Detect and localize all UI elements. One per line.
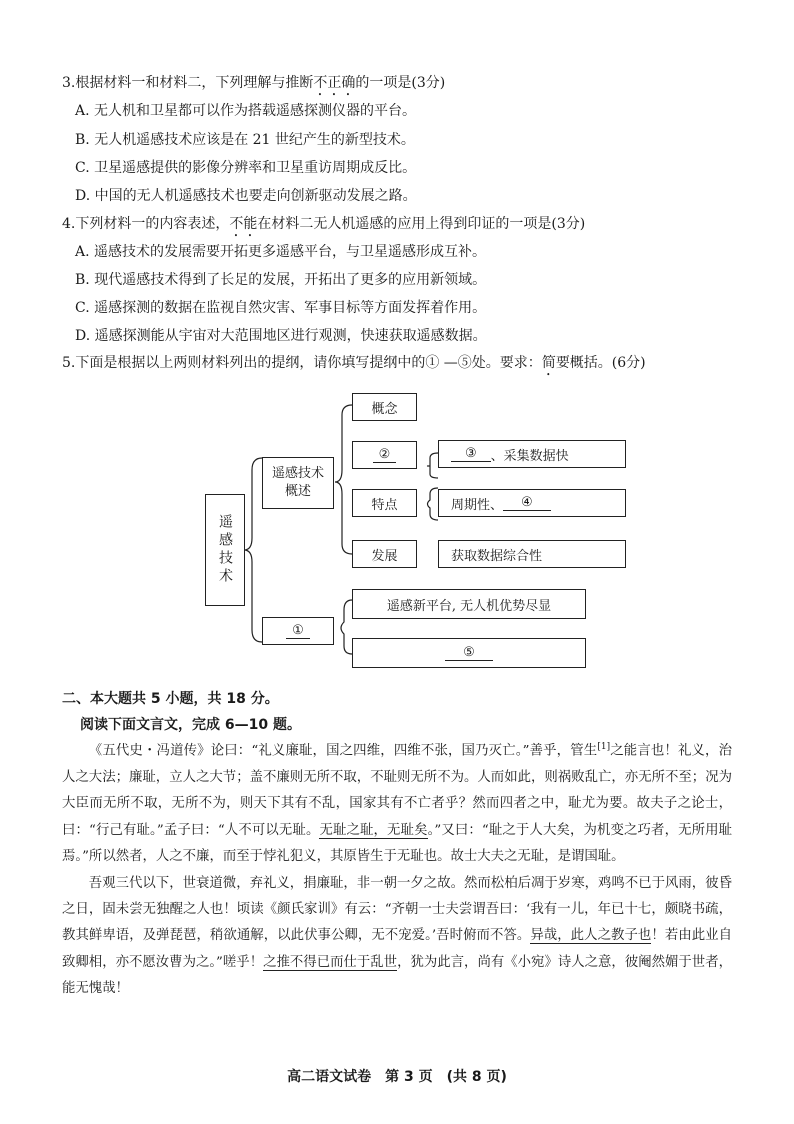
diagram-feature2-box: 周期性、 ④ xyxy=(438,489,626,517)
question-3-option-b: B. 无人机遥感技术应该是在 21 世纪产生的新型技术。 xyxy=(75,132,415,148)
question-4-option-b: B. 现代遥感技术得到了长足的发展，开拓出了更多的应用新领域。 xyxy=(75,272,487,288)
blank-5: ⑤ xyxy=(445,645,493,661)
section-2-title: 二、本大题共 5 小题，共 18 分。 xyxy=(62,691,279,707)
diagram-development-box: 发展 xyxy=(352,540,417,568)
diagram-root-box xyxy=(205,494,245,606)
blank-2: ② xyxy=(373,447,397,463)
question-5-stem: 5.下面是根据以上两则材料列出的提纲，请你填写提纲中的① —⑤处。要求：简要概括。(6分) xyxy=(62,355,646,371)
diagram-new-platform-box: 遥感新平台, 无人机优势尽显 xyxy=(352,589,586,619)
blank-3: ③ xyxy=(451,446,491,462)
passage-paragraph-2: 吾观三代以下，世衰道微，弃礼义，捐廉耻，非一朝一夕之故。然而松柏后凋于岁寒，鸡鸣不已于风雨，彼昏之日，固未尝无独醒之人也！顷读《颜氏家训》有云：“齐朝一士夫尝谓吾曰：‘我有一儿，年已十七，颇晓书疏，教其鲜卑语，及弹琵琶，稍欲通解，以此伏事公卿，无不宠爱。’吾时俯而不答。异哉，此人之教子也！若由此业自致卿相，亦不愿汝曹为之。”嗟乎！之推不得已而仕于乱世，犹为此言，尚有《小宛》诗人之意，彼阉然媚于世者，能无愧哉！ xyxy=(62,875,733,997)
diagram-root-label: 遥感技术 xyxy=(217,514,233,586)
diagram-blank2-box xyxy=(352,441,417,469)
diagram-overview-box xyxy=(262,457,334,509)
blank-4: ④ xyxy=(503,495,551,511)
underlined-sentence-3: 之推不得已而仕于乱世 xyxy=(263,954,398,970)
diagram-features-box: 特点 xyxy=(352,489,417,517)
diagram-feature1-box: ③ 、采集数据快 xyxy=(438,440,626,468)
question-3-stem: 3.根据材料一和材料二，下列理解与推断不正确的一项是(3分) xyxy=(62,75,446,91)
diagram-concept-box: 概念 xyxy=(352,393,417,421)
question-3-emphasis: 不正确 xyxy=(313,75,356,91)
question-4-option-a: A. 遥感技术的发展需要开拓更多遥感平台，与卫星遥感形成互补。 xyxy=(75,244,487,260)
diagram-blank1-box xyxy=(262,617,334,645)
diagram-blank5-box xyxy=(352,638,586,668)
question-4-option-c: C. 遥感探测的数据在监视自然灾害、军事目标等方面发挥着作用。 xyxy=(75,300,487,316)
page-footer: 高二语文试卷 第 3 页 (共 8 页) xyxy=(287,1069,507,1085)
blank-1: ① xyxy=(286,623,310,639)
question-3-option-c: C. 卫星遥感提供的影像分辨率和卫星重访周期成反比。 xyxy=(75,160,417,176)
diagram-overview-label: 遥感技术概述 xyxy=(271,466,324,499)
classical-passage xyxy=(62,734,732,1003)
question-4-option-d: D. 遥感探测能从宇宙对大范围地区进行观测，快速获取遥感数据。 xyxy=(75,328,487,344)
question-3-option-a: A. 无人机和卫星都可以作为搭载遥感探测仪器的平台。 xyxy=(75,103,417,119)
question-4-emphasis: 不能 xyxy=(229,216,258,232)
question-4-stem: 4.下列材料一的内容表述，不能在材料二无人机遥感的应用上得到印证的一项是(3分) xyxy=(62,216,586,232)
question-3-option-d: D. 中国的无人机遥感技术也要走向创新驱动发展之路。 xyxy=(75,188,417,204)
underlined-sentence-2: 异哉，此人之教子也 xyxy=(530,928,652,944)
diagram-dev-detail-box: 获取数据综合性 xyxy=(438,540,626,568)
underlined-sentence-1: 无耻之耻，无耻矣 xyxy=(319,822,428,838)
passage-paragraph-1: 《五代史・冯道传》论曰：“礼义廉耻，国之四维，四维不张，国乃灭亡。”善乎，管生[1]之能言也！礼义，治人之大法；廉耻，立人之大节；盖不廉则无所不取，不耻则无所不为。人而如此，则祸败乱亡，亦无所不至；况为大臣而无所不取，无所不为，则天下其有不乱，国家其有不亡者乎？然而四者之中，耻尤为要。故夫子之论士，曰：“行己有耻。”孟子曰：“人不可以无耻。无耻之耻，无耻矣。”又曰：“耻之于人大矣，为机变之巧者，无所用耻焉。”所以然者，人之不廉，而至于悖礼犯义，其原皆生于无耻也。故士大夫之无耻，是谓国耻。 xyxy=(62,742,733,865)
section-2-instruction: 阅读下面文言文，完成 6—10 题。 xyxy=(80,717,301,733)
question-5-emphasis: 简 xyxy=(541,355,556,371)
